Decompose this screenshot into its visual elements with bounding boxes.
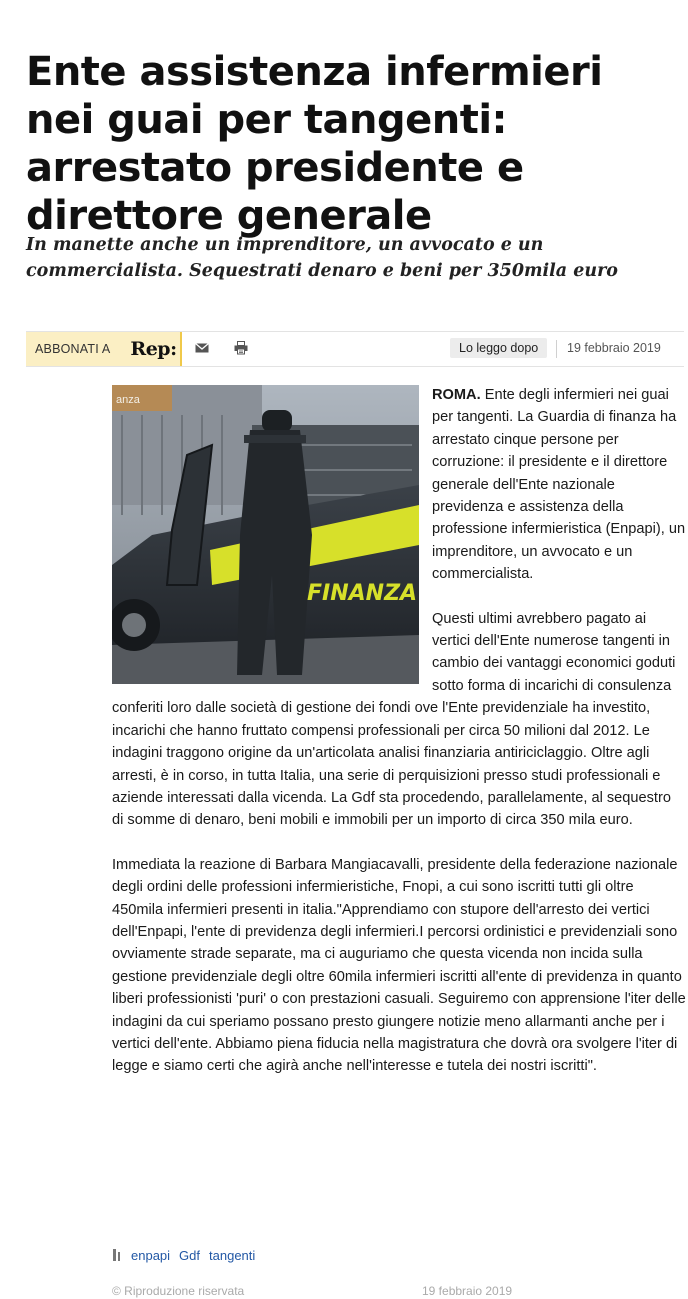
rep-logo: Rep: [130,338,177,360]
article-toolbar [26,331,684,367]
dateline: ROMA. [432,387,481,403]
paragraph-1-text: Ente degli infermieri nei guai per tangenti. La Guardia di finanza ha arrestato cinque persone per corruzione: il presidente e il direttore generale dell'Ente nazionale previdenza e assistenza della professione infermieristica (Enpapi), un imprenditore, un avvocato e un commercialista. [432,387,686,583]
subscribe-label: ABBONATI A [35,342,111,356]
publish-date: 19 febbraio 2019 [567,341,661,355]
footer-date: 19 febbraio 2019 [422,1284,513,1298]
photo-spacer [112,384,432,693]
read-later-button[interactable]: Lo leggo dopo [450,338,547,358]
tag-link-enpapi[interactable]: enpapi [131,1247,171,1263]
paragraph-3: Immediata la reazione di Barbara Mangiacavalli, presidente della federazione nazionale degli ordini delle professioni infermieristiche, Fnopi, a cui sono iscritti tutti gli oltre 450mila infermieri presenti in italia."Apprendiamo con stupore dell'arresto dei vertici dell'Enpapi, l'ente di previdenza degli infermieri.I percorsi ordinistici e previdenziali sono ovviamente strade separate, ma ci auguriamo che questa vicenda non incida sulla gestione previdenziale degli oltre 60mila infermieri iscritti all'ente di previdenza in quanto liberi professionisti 'puri' o con prestazioni casuali. Seguiremo con apprensione l'iter delle indagini da cui speriamo possano presto giungere notizie meno allarmanti anche per i vertici dell'ente. Abbiamo piena fiducia nella magistratura che dovrà ora svolgere l'iter di legge e siamo certi che agirà anche nell'interesse e tutela dei nostri iscritti". [112,856,686,1075]
tag-icon [112,1248,123,1262]
article-subtitle: In manette anche un imprenditore, un avvocato e un commercialista. Sequestrati denaro e beni per 350mila euro [26,235,618,281]
printer-icon[interactable] [233,341,249,355]
photo-sign-text: anza [116,394,140,406]
car-lettering: FINANZA [307,581,418,606]
tag-link-gdf[interactable]: Gdf [179,1247,201,1263]
article-body [112,384,686,1078]
copyright-notice: © Riproduzione riservata [112,1284,245,1298]
envelope-icon[interactable] [194,341,210,355]
toolbar-divider [556,340,557,358]
tag-link-tangenti[interactable]: tangenti [209,1247,256,1263]
tag-list [112,1245,264,1265]
article-headline: Ente assistenza infermieri nei guai per tangenti: arrestato presidente e direttore generale [26,49,603,239]
subscribe-button[interactable] [26,332,182,366]
paragraph-2: Questi ultimi avrebbero pagato ai vertici dell'Ente numerose tangenti in cambio dei vantaggi economici goduti sotto forma di incarichi di consulenza conferiti loro dalle società di gestione dei fondi ove l'Ente previdenziale ha investito, incarichi che hanno fruttato compensi professionali per circa 50 milioni dal 2012. Le indagini traggono origine da un'articolata analisi finanziaria antiriciclaggio. Oltre agli arresti, è in corso, in tutta Italia, una serie di perquisizioni presso studi professionali e aziende interessati dalla vicenda. La Gdf sta procedendo, parallelamente, al sequestro di somme di denaro, beni mobili e immobili per un importo di circa 350 mila euro. [112,610,676,829]
